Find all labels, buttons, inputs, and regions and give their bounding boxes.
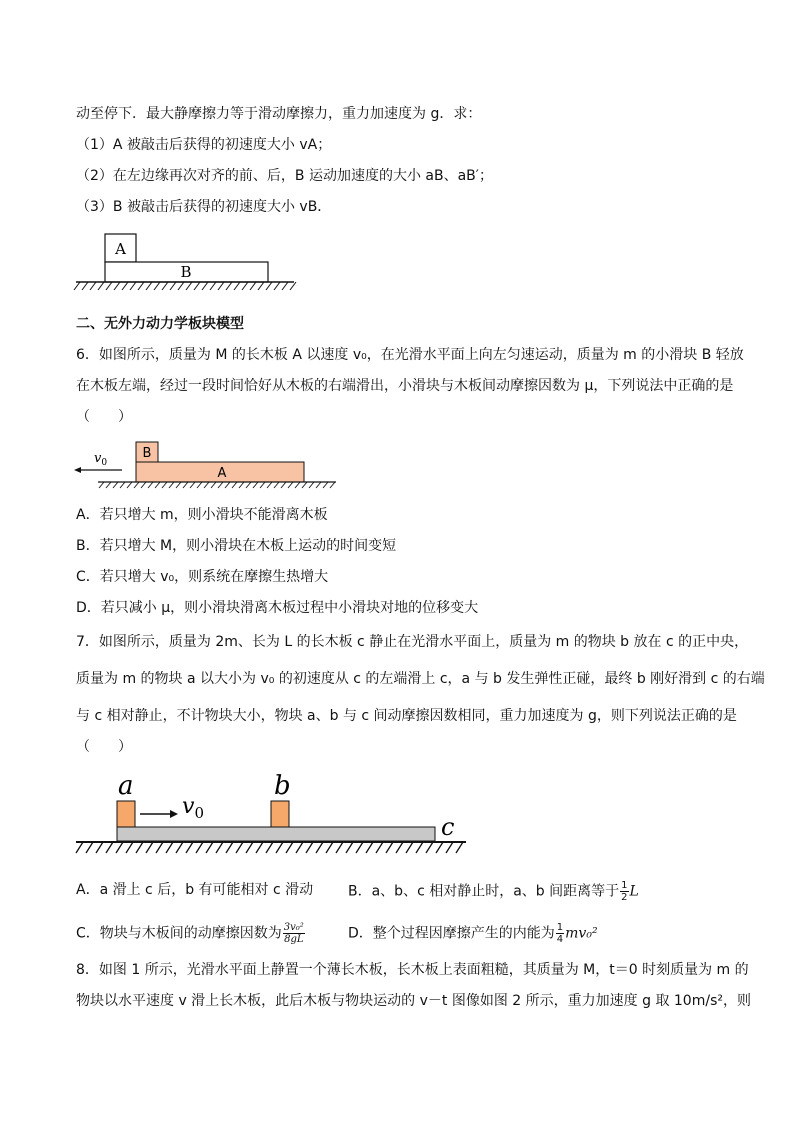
q6-option-b: B．若只增大 M，则小滑块在木板上运动的时间变短 xyxy=(76,538,397,554)
q6-figure xyxy=(74,438,338,494)
section-title: 二、无外力动力学板块模型 xyxy=(76,316,244,332)
q7-option-b-suffix: L xyxy=(629,883,639,900)
q6-line2: 在木板左端，经过一段时间恰好从木板的右端滑出，小滑块与木板间动摩擦因数为 μ，下列说法中正确的是 xyxy=(76,378,734,394)
ground-hatch xyxy=(99,482,335,488)
q7-line2: 质量为 m 的物块 a 以大小为 v₀ 的初速度从 c 的左端滑上 c，a 与 b 发生弹性正碰，最终 b 刚好滑到 c 的右端 xyxy=(76,671,765,687)
velocity-label: $v_0$ xyxy=(94,451,108,468)
q7-option-b xyxy=(348,880,639,903)
block-b xyxy=(271,801,289,827)
velocity-arrow-head xyxy=(74,467,81,473)
fraction-numerator: 1 xyxy=(621,880,628,891)
block-a-label: A xyxy=(115,240,126,258)
board-b-label: B xyxy=(180,263,192,281)
q6-blank: （ ） xyxy=(76,409,132,425)
ground-hatch xyxy=(74,282,296,290)
q5-figure xyxy=(74,232,298,296)
q5-sub1: （1）A 被敲击后获得的初速度大小 vA； xyxy=(76,137,332,153)
q7-blank: （ ） xyxy=(76,739,132,755)
label-b: b xyxy=(274,771,291,801)
board-a-long-label: A xyxy=(217,466,227,481)
block-b-small-label: B xyxy=(142,446,152,461)
q8-line1: 8．如图 1 所示，光滑水平面上静置一个薄长木板，长木板上表面粗糙，其质量为 M，t＝0 时刻质量为 m 的 xyxy=(76,962,749,978)
q6-line1: 6．如图所示，质量为 M 的长木板 A 以速度 v₀，在光滑水平面上向左匀速运动，质量为 m 的小滑块 B 轻放 xyxy=(76,347,744,363)
board-c xyxy=(117,827,435,841)
q7-option-d-suffix: mv₀² xyxy=(565,925,598,942)
q7-option-c xyxy=(76,922,306,945)
fraction-numerator: 3v₀² xyxy=(283,922,304,933)
q7-line3: 与 c 相对静止，不计物块大小，物块 a、b 与 c 间动摩擦因数相同，重力加速度为 g，则下列说法正确的是 xyxy=(76,708,737,724)
q6-option-a: A．若只增大 m，则小滑块不能滑离木板 xyxy=(76,507,328,523)
velocity-arrow-head xyxy=(170,810,178,818)
q5-sub3: （3）B 被敲击后获得的初速度大小 vB． xyxy=(76,199,332,215)
label-c: c xyxy=(441,813,455,841)
q7-option-c-text: C．物块与木板间的动摩擦因数为 xyxy=(76,925,282,942)
q7-option-b-fraction xyxy=(620,880,628,903)
q7-option-a: A．a 滑上 c 后，b 有可能相对 c 滑动 xyxy=(76,882,314,898)
q7-option-d-fraction xyxy=(556,922,564,945)
q5-intro-tail: 动至停下．最大静摩擦力等于滑动摩擦力，重力加速度为 g．求： xyxy=(76,106,482,122)
q7-option-c-fraction xyxy=(283,922,305,945)
fraction-denominator: 2 xyxy=(621,892,628,903)
fraction-numerator: 1 xyxy=(556,922,564,933)
q8-line2: 物块以水平速度 v 滑上长木板，此后木板与物块运动的 v－t 图像如图 2 所示，重力加速度 g 取 10m/s²，则 xyxy=(76,993,751,1009)
velocity-label: $v_0$ xyxy=(182,794,204,822)
block-a xyxy=(117,801,135,827)
q7-figure xyxy=(74,768,472,860)
q6-option-c: C．若只增大 v₀，则系统在摩擦生热增大 xyxy=(76,569,329,585)
q7-option-d xyxy=(348,922,598,945)
label-a: a xyxy=(118,771,134,801)
fraction-denominator: 8gL xyxy=(284,934,304,945)
ground-hatch xyxy=(76,842,463,853)
fraction-denominator: 4 xyxy=(556,934,564,945)
q7-line1: 7．如图所示，质量为 2m、长为 L 的长木板 c 静止在光滑水平面上，质量为 m 的物块 b 放在 c 的正中央， xyxy=(76,634,749,650)
q6-option-d: D．若只减小 μ，则小滑块滑离木板过程中小滑块对地的位移变大 xyxy=(76,600,479,616)
q5-sub2: （2）在左边缘再次对齐的前、后，B 运动加速度的大小 aB、aB′； xyxy=(76,168,493,184)
q7-option-b-text: B．a、b、c 相对静止时，a、b 间距离等于 xyxy=(348,883,620,900)
q7-option-d-text: D．整个过程因摩擦产生的内能为 xyxy=(348,925,555,942)
